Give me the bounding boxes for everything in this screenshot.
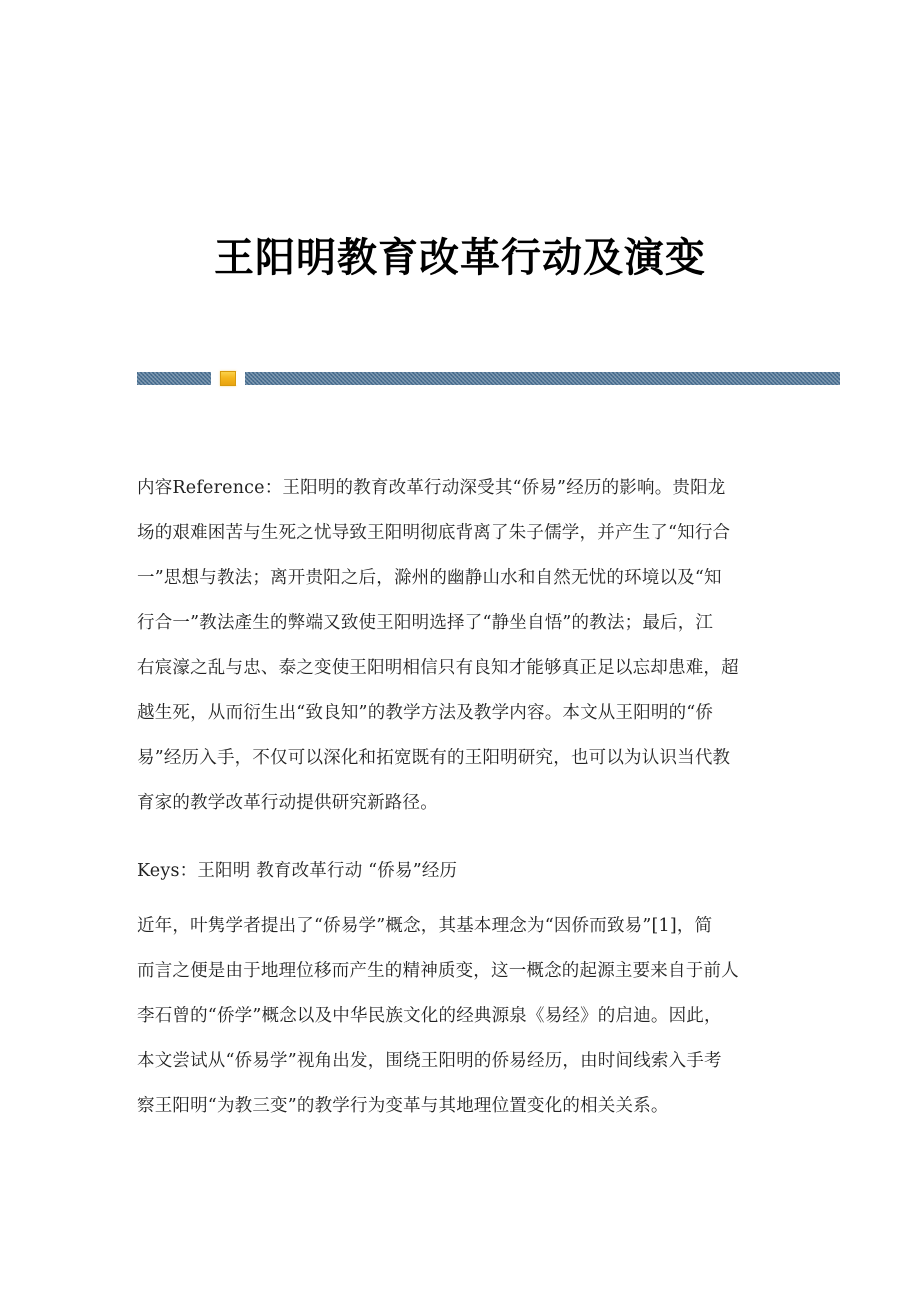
body-line: 本文尝试从“侨易学”视角出发，围绕王阳明的侨易经历，由时间线索入手考 [137, 1051, 722, 1071]
abstract-line: 行合一”教法產生的弊端又致使王阳明选择了“静坐自悟”的教法；最后，江 [137, 613, 714, 633]
body-line: 而言之便是由于地理位移而产生的精神质变，这一概念的起源主要来自于前人 [137, 961, 739, 981]
divider-segment-left [137, 372, 211, 385]
divider-gap-left [211, 372, 220, 385]
divider-segment-right [245, 372, 840, 385]
abstract-line: 一”思想与教法；离开贵阳之后，滁州的幽静山水和自然无忧的环境以及“知 [137, 568, 722, 588]
body-line: 近年，叶隽学者提出了“侨易学”概念，其基本理念为“因侨而致易”[1]，简 [137, 916, 713, 936]
abstract-line: 场的艰难困苦与生死之忧导致王阳明彻底背离了朱子儒学，并产生了“知行合 [137, 523, 731, 543]
document-body [137, 466, 843, 1129]
page-title: 王阳明教育改革行动及演变 [214, 234, 706, 281]
body-paragraph [137, 904, 843, 1129]
divider-marker-icon [220, 371, 236, 386]
body-line: 察王阳明“为教三变”的教学行为变革与其地理位置变化的相关关系。 [137, 1096, 669, 1116]
abstract-line: 内容Reference：王阳明的教育改革行动深受其“侨易”经历的影响。贵阳龙 [137, 478, 726, 498]
body-line: 李石曾的“侨学”概念以及中华民族文化的经典源泉《易经》的启迪。因此， [137, 1006, 722, 1026]
abstract-paragraph [137, 466, 843, 826]
keywords-line: Keys：王阳明 教育改革行动 “侨易”经历 [137, 861, 458, 881]
divider-gap-right [236, 372, 245, 385]
abstract-line: 育家的教学改革行动提供研究新路径。 [137, 793, 438, 813]
keywords-paragraph [137, 849, 843, 894]
abstract-line: 越生死，从而衍生出“致良知”的教学方法及教学内容。本文从王阳明的“侨 [137, 703, 714, 723]
abstract-line: 右宸濠之乱与忠、泰之变使王阳明相信只有良知才能够真正足以忘却患难，超 [137, 658, 739, 678]
abstract-line: 易”经历入手，不仅可以深化和拓宽既有的王阳明研究，也可以为认识当代教 [137, 748, 731, 768]
ornamental-divider [137, 371, 840, 385]
